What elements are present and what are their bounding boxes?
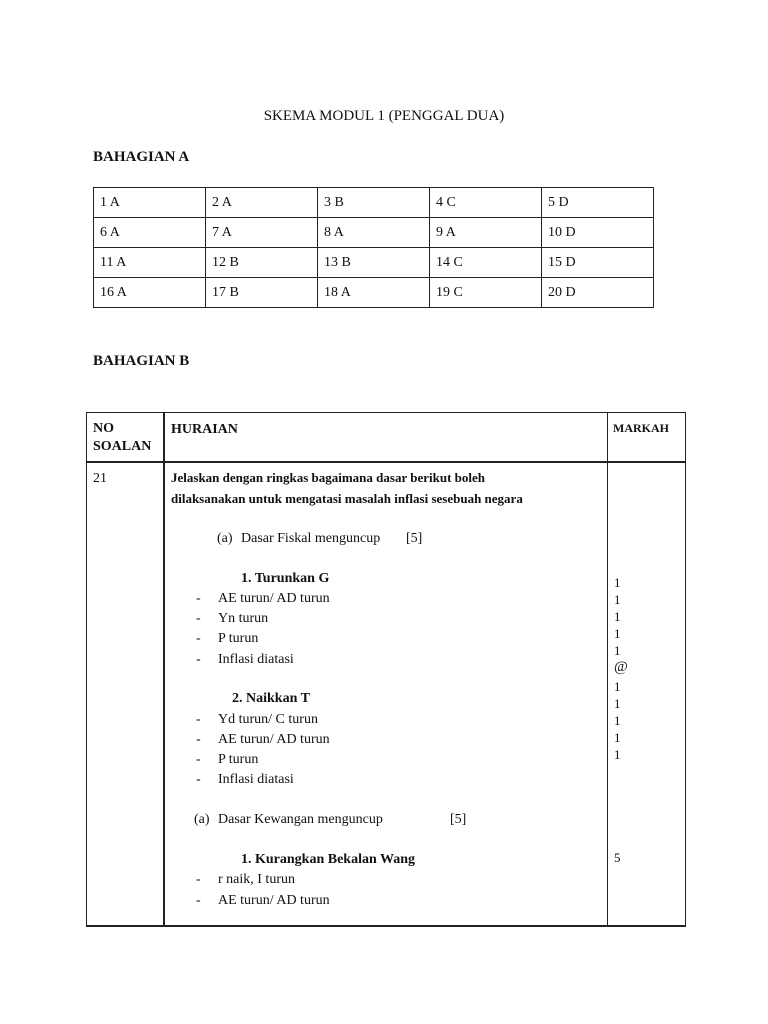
- mark-value: 1: [614, 592, 621, 607]
- bullet-dash: -: [196, 872, 201, 887]
- answer-cell: 13 B: [318, 248, 430, 278]
- table-bottom-border: [86, 925, 686, 927]
- mark-value: 5: [614, 850, 621, 865]
- table-row: [94, 218, 654, 248]
- answer-cell: 11 A: [94, 248, 206, 278]
- point2-heading: 2. Naikkan T: [232, 691, 310, 706]
- section-a-heading: BAHAGIAN A: [93, 149, 190, 165]
- bullet-dash: -: [196, 712, 201, 727]
- bullet-dash: -: [196, 732, 201, 747]
- mark-value: 1: [614, 575, 621, 590]
- bullet-dash: -: [196, 893, 201, 908]
- column-divider-markah: [607, 412, 608, 927]
- part-b-label: (a): [194, 812, 210, 827]
- header-no-line2: SOALAN: [93, 439, 152, 454]
- mark-value: 1: [614, 747, 621, 762]
- header-divider: [86, 461, 686, 463]
- list-item: P turun: [218, 631, 259, 646]
- answer-cell: 9 A: [430, 218, 542, 248]
- answer-cell: 7 A: [206, 218, 318, 248]
- answer-cell: 19 C: [430, 278, 542, 308]
- mark-value: 1: [614, 626, 621, 641]
- list-item: Yd turun/ C turun: [218, 712, 318, 727]
- question-text-line1: Jelaskan dengan ringkas bagaimana dasar berikut boleh: [171, 470, 485, 485]
- point1-heading: 1. Turunkan G: [241, 571, 330, 586]
- table-right-border: [685, 412, 686, 927]
- answer-cell: 6 A: [94, 218, 206, 248]
- list-item: P turun: [218, 752, 259, 767]
- list-item: AE turun/ AD turun: [218, 591, 330, 606]
- answer-cell: 20 D: [542, 278, 654, 308]
- section-b-heading: BAHAGIAN B: [93, 353, 190, 369]
- answer-cell: 10 D: [542, 218, 654, 248]
- table-row: [94, 188, 654, 218]
- answer-cell: 16 A: [94, 278, 206, 308]
- part-b-text: Dasar Kewangan menguncup: [218, 812, 383, 827]
- part-a-label: (a): [217, 531, 233, 546]
- list-item: r naik, I turun: [218, 872, 295, 887]
- answer-cell: 15 D: [542, 248, 654, 278]
- point3-heading: 1. Kurangkan Bekalan Wang: [241, 852, 416, 867]
- answer-cell: 3 B: [318, 188, 430, 218]
- mark-value: 1: [614, 696, 621, 711]
- table-top-border: [86, 412, 686, 413]
- answer-key-table: [93, 187, 654, 308]
- answer-cell: 12 B: [206, 248, 318, 278]
- question-text-line2: dilaksanakan untuk mengatasi masalah inflasi sesebuah negara: [171, 491, 523, 506]
- answer-cell: 18 A: [318, 278, 430, 308]
- list-item: Yn turun: [218, 611, 269, 626]
- part-a-text: Dasar Fiskal menguncup: [241, 531, 381, 546]
- list-item: Inflasi diatasi: [218, 772, 294, 787]
- list-item: AE turun/ AD turun: [218, 732, 330, 747]
- question-number: 21: [93, 471, 107, 486]
- column-divider-no: [163, 412, 165, 927]
- header-markah: MARKAH: [613, 421, 669, 435]
- table-left-border: [86, 412, 87, 927]
- bullet-dash: -: [196, 611, 201, 626]
- mark-value: 1: [614, 713, 621, 728]
- page-title: SKEMA MODUL 1 (PENGGAL DUA): [263, 108, 505, 124]
- mark-value: 1: [614, 643, 621, 658]
- bullet-dash: -: [196, 652, 201, 667]
- mark-value: 1: [614, 609, 621, 624]
- answer-cell: 8 A: [318, 218, 430, 248]
- answer-cell: 2 A: [206, 188, 318, 218]
- answer-cell: 5 D: [542, 188, 654, 218]
- list-item: Inflasi diatasi: [218, 652, 294, 667]
- mark-value: 1: [614, 679, 621, 694]
- mark-value: 1: [614, 730, 621, 745]
- header-no-line1: NO: [93, 421, 114, 436]
- bullet-dash: -: [196, 631, 201, 646]
- mark-value: @: [614, 659, 628, 675]
- answer-cell: 17 B: [206, 278, 318, 308]
- bullet-dash: -: [196, 772, 201, 787]
- header-huraian: HURAIAN: [171, 422, 238, 437]
- part-b-marks: [5]: [450, 812, 467, 827]
- part-a-marks: [5]: [406, 531, 423, 546]
- answer-cell: 1 A: [94, 188, 206, 218]
- bullet-dash: -: [196, 752, 201, 767]
- table-row: [94, 248, 654, 278]
- answer-cell: 4 C: [430, 188, 542, 218]
- list-item: AE turun/ AD turun: [218, 893, 330, 908]
- bullet-dash: -: [196, 591, 201, 606]
- answer-cell: 14 C: [430, 248, 542, 278]
- table-row: [94, 278, 654, 308]
